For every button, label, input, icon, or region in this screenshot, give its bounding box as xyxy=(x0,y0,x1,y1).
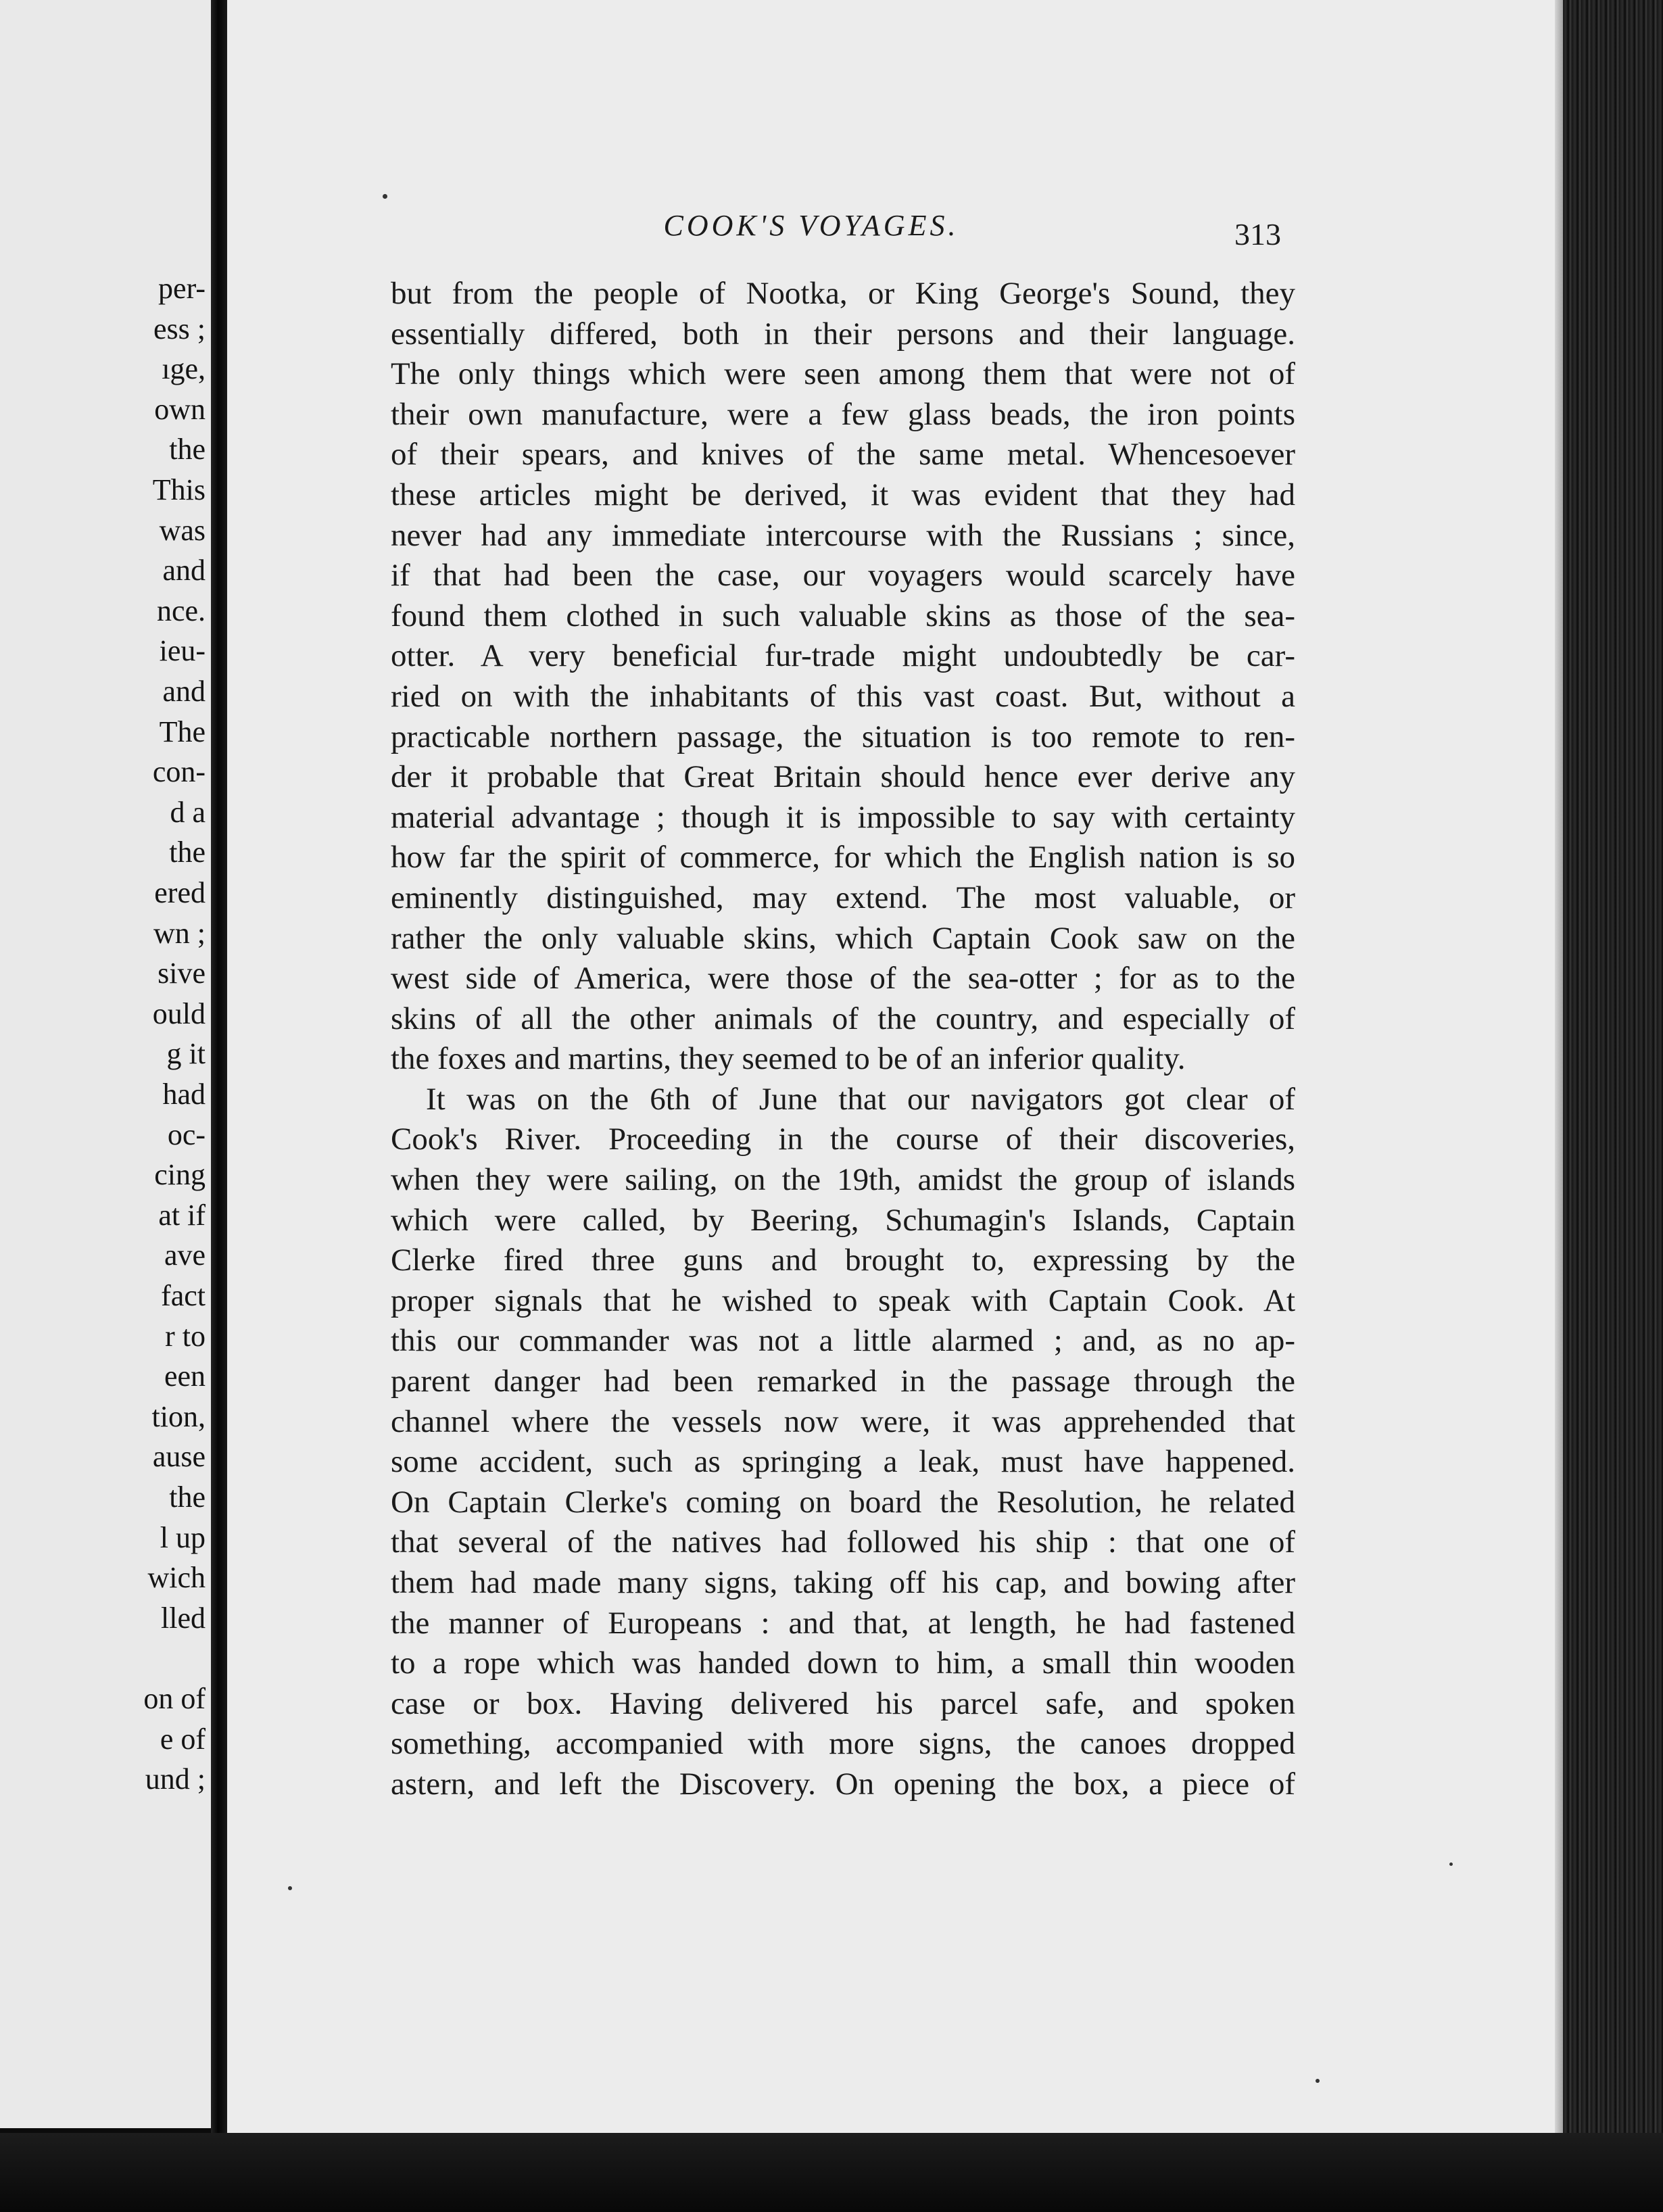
text-line: west side of America, were those of the sea-otter ; for as to the xyxy=(391,961,1295,996)
text-line: this our commander was not a little alarmed ; and, as no ap- xyxy=(391,1323,1295,1359)
left-page-line: con- xyxy=(152,755,206,789)
left-page-line: own xyxy=(154,392,206,426)
left-page-line: d a xyxy=(170,795,206,829)
text-line: skins of all the other animals of the country, and especially of xyxy=(391,1001,1295,1036)
left-page-line: cing xyxy=(154,1158,206,1192)
left-page-line: and xyxy=(162,675,206,708)
text-line: material advantage ; though it is impossible to say with certainty xyxy=(391,799,1295,835)
text-line: The only things which were seen among them that were not of xyxy=(391,356,1295,392)
left-page-line: fact xyxy=(161,1279,206,1312)
left-page-line: ered xyxy=(154,876,206,909)
book-edge-strips xyxy=(1563,0,1663,2212)
ink-speck xyxy=(1449,1862,1453,1866)
text-line: these articles might be derived, it was evident that they had xyxy=(391,477,1295,512)
left-page-line: und ; xyxy=(145,1762,206,1796)
left-page-line: the xyxy=(169,1481,206,1514)
text-line: Cook's River. Proceeding in the course of their discoveries, xyxy=(391,1122,1295,1157)
text-line: the manner of Europeans : and that, at length, he had fastened xyxy=(391,1605,1295,1641)
left-page-line: and xyxy=(162,554,206,587)
text-line: eminently distinguished, may extend. The most valuable, or xyxy=(391,880,1295,915)
ink-speck xyxy=(383,194,387,199)
left-page-line: sive xyxy=(158,957,206,990)
text-line: It was on the 6th of June that our navigators got clear of xyxy=(426,1081,1295,1117)
text-line: the foxes and martins, they seemed to be of an inferior quality. xyxy=(391,1041,1186,1077)
left-page-line: ıge, xyxy=(162,352,206,386)
text-line: channel where the vessels now were, it was apprehended that xyxy=(391,1403,1295,1439)
left-page-line: ess ; xyxy=(153,312,206,345)
text-line: but from the people of Nootka, or King George's Sound, they xyxy=(391,276,1295,311)
left-page-line: This xyxy=(152,473,206,506)
body-text xyxy=(391,274,1295,1805)
left-page-line: on of xyxy=(143,1682,206,1715)
left-page-line: g it xyxy=(166,1037,206,1071)
left-page-line: een xyxy=(164,1360,206,1393)
text-line: found them clothed in such valuable skins as those of the sea- xyxy=(391,598,1295,633)
text-line: Clerke fired three guns and brought to, expressing by the xyxy=(391,1243,1295,1278)
text-line: to a rope which was handed down to him, a small thin wooden xyxy=(391,1645,1295,1681)
text-line: never had any immediate intercourse with the Russians ; since, xyxy=(391,517,1295,553)
text-line: them had made many signs, taking off his cap, and bowing after xyxy=(391,1565,1295,1600)
text-line: how far the spirit of commerce, for which the English nation is so xyxy=(391,840,1295,875)
text-line: ried on with the inhabitants of this vast coast. But, without a xyxy=(391,678,1295,714)
left-page-line: r to xyxy=(165,1319,206,1353)
left-page-line: tion, xyxy=(151,1399,206,1433)
previous-page-fragment xyxy=(0,0,211,2128)
text-line: which were called, by Beering, Schumagin's Islands, Captain xyxy=(391,1202,1295,1238)
scan-bottom-margin xyxy=(0,2133,1663,2212)
left-page-line: per- xyxy=(158,272,206,305)
left-page-line: wn ; xyxy=(153,916,206,950)
left-page-line: lled xyxy=(161,1601,206,1635)
left-page-line: had xyxy=(162,1078,206,1111)
text-line: practicable northern passage, the situation is too remote to ren- xyxy=(391,719,1295,754)
text-line: On Captain Clerke's coming on board the Resolution, he related xyxy=(391,1484,1295,1520)
running-head: COOK'S VOYAGES. xyxy=(663,209,959,242)
left-page-line: wich xyxy=(147,1561,206,1595)
text-line: der it probable that Great Britain should hence ever derive any xyxy=(391,759,1295,795)
text-line: that several of the natives had followed his ship : that one of xyxy=(391,1524,1295,1560)
text-line: if that had been the case, our voyagers would scarcely have xyxy=(391,558,1295,594)
binding-gutter xyxy=(211,0,227,2146)
left-page-line: The xyxy=(159,715,206,748)
left-page-line: the xyxy=(169,836,206,869)
text-line: astern, and left the Discovery. On opening the box, a piece of xyxy=(391,1766,1295,1802)
left-page-line: l up xyxy=(160,1520,206,1554)
left-page-line: at if xyxy=(158,1198,206,1232)
ink-speck xyxy=(288,1886,292,1890)
text-line: some accident, such as springing a leak, must have happened. xyxy=(391,1444,1295,1480)
text-line: their own manufacture, were a few glass beads, the iron points xyxy=(391,396,1295,432)
left-page-line: ause xyxy=(152,1440,206,1474)
text-line: otter. A very beneficial fur-trade might undoubtedly be car- xyxy=(391,638,1295,674)
left-page-line: was xyxy=(159,513,206,547)
text-line: when they were sailing, on the 19th, amidst the group of islands xyxy=(391,1162,1295,1198)
text-line: parent danger had been remarked in the passage through the xyxy=(391,1364,1295,1399)
text-line: essentially differed, both in their persons and their language. xyxy=(391,316,1295,352)
left-page-line: nce. xyxy=(156,594,206,627)
left-page-line: e of xyxy=(160,1722,206,1756)
text-line: proper signals that he wished to speak with Captain Cook. At xyxy=(391,1282,1295,1318)
left-page-line: oc- xyxy=(167,1117,206,1151)
ink-speck xyxy=(1316,2079,1320,2083)
text-line: something, accompanied with more signs, the canoes dropped xyxy=(391,1726,1295,1762)
left-page-line: ieu- xyxy=(159,634,206,668)
text-line: rather the only valuable skins, which Captain Cook saw on the xyxy=(391,920,1295,956)
text-line: case or box. Having delivered his parcel safe, and spoken xyxy=(391,1685,1295,1721)
page-number: 313 xyxy=(1234,217,1281,251)
left-page-line: ould xyxy=(152,996,206,1030)
left-page-line: ave xyxy=(164,1239,206,1272)
text-line: of their spears, and knives of the same metal. Whencesoever xyxy=(391,437,1295,473)
left-page-line: the xyxy=(169,433,206,466)
